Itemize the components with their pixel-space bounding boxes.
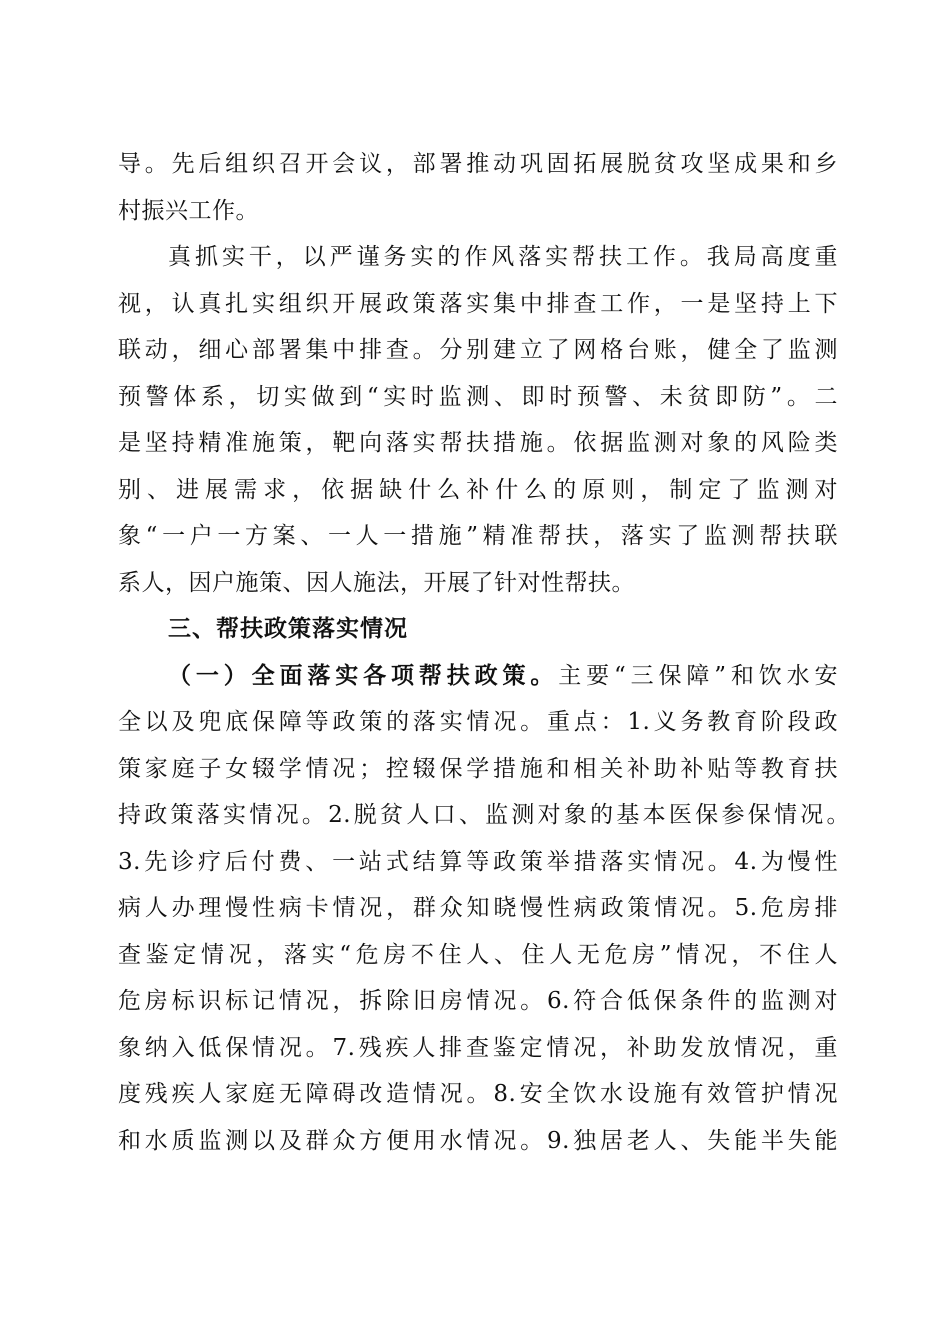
paragraph-line: 系人，因户施策、因人施法，开展了针对性帮扶。 <box>118 569 635 596</box>
document-body <box>118 141 850 1164</box>
paragraph-line: 别、进展需求，依据缺什么补什么的原则，制定了监测对 <box>118 476 838 503</box>
section-heading: 三、帮扶政策落实情况 <box>168 616 408 642</box>
paragraph-line: 全以及兜底保障等政策的落实情况。重点：1.义务教育阶段政 <box>118 709 838 735</box>
paragraph-line: 象纳入低保情况。7.残疾人排查鉴定情况，补助发放情况，重 <box>118 1034 838 1061</box>
paragraph-line: 持政策落实情况。2.脱贫人口、监测对象的基本医保参保情况。 <box>118 802 850 828</box>
paragraph-line: 联动，细心部署集中排查。分别建立了网格台账，健全了监测 <box>118 337 838 363</box>
paragraph-line: 导。先后组织召开会议，部署推动巩固拓展脱贫攻坚成果和乡 <box>118 151 838 177</box>
paragraph-line: 策家庭子女辍学情况；控辍保学措施和相关补助补贴等教育扶 <box>118 755 838 782</box>
paragraph-line: 是坚持精准施策，靶向落实帮扶措施。依据监测对象的风险类 <box>118 430 838 456</box>
paragraph-line: 3.先诊疗后付费、一站式结算等政策举措落实情况。4.为慢性 <box>118 848 838 875</box>
paragraph-line: 真抓实干，以严谨务实的作风落实帮扶工作。我局高度重 <box>168 244 838 270</box>
paragraph-line: 危房标识标记情况，拆除旧房情况。6.符合低保条件的监测对 <box>118 988 838 1014</box>
paragraph-line: 象“一户一方案、一人一措施”精准帮扶，落实了监测帮扶联 <box>118 523 838 549</box>
paragraph-line: 病人办理慢性病卡情况，群众知晓慢性病政策情况。5.危房排 <box>118 895 838 921</box>
paragraph-line: 村振兴工作。 <box>118 197 259 224</box>
paragraph-line: 视，认真扎实组织开展政策落实集中排查工作，一是坚持上下 <box>118 290 838 317</box>
paragraph-line: 和水质监测以及群众方便用水情况。9.独居老人、失能半失能 <box>118 1127 838 1154</box>
paragraph-line: 查鉴定情况，落实“危房不住人、住人无危房”情况，不住人 <box>118 941 838 968</box>
paragraph-line: 度残疾人家庭无障碍改造情况。8.安全饮水设施有效管护情况 <box>118 1081 838 1107</box>
paragraph-line: 预警体系，切实做到“实时监测、即时预警、未贫即防”。二 <box>118 383 838 410</box>
subsection-first-line-rest: 主要“三保障”和饮水安 <box>558 662 838 689</box>
subsection-title: （一）全面落实各项帮扶政策。 <box>168 662 559 689</box>
subsection-first-line <box>118 653 838 700</box>
